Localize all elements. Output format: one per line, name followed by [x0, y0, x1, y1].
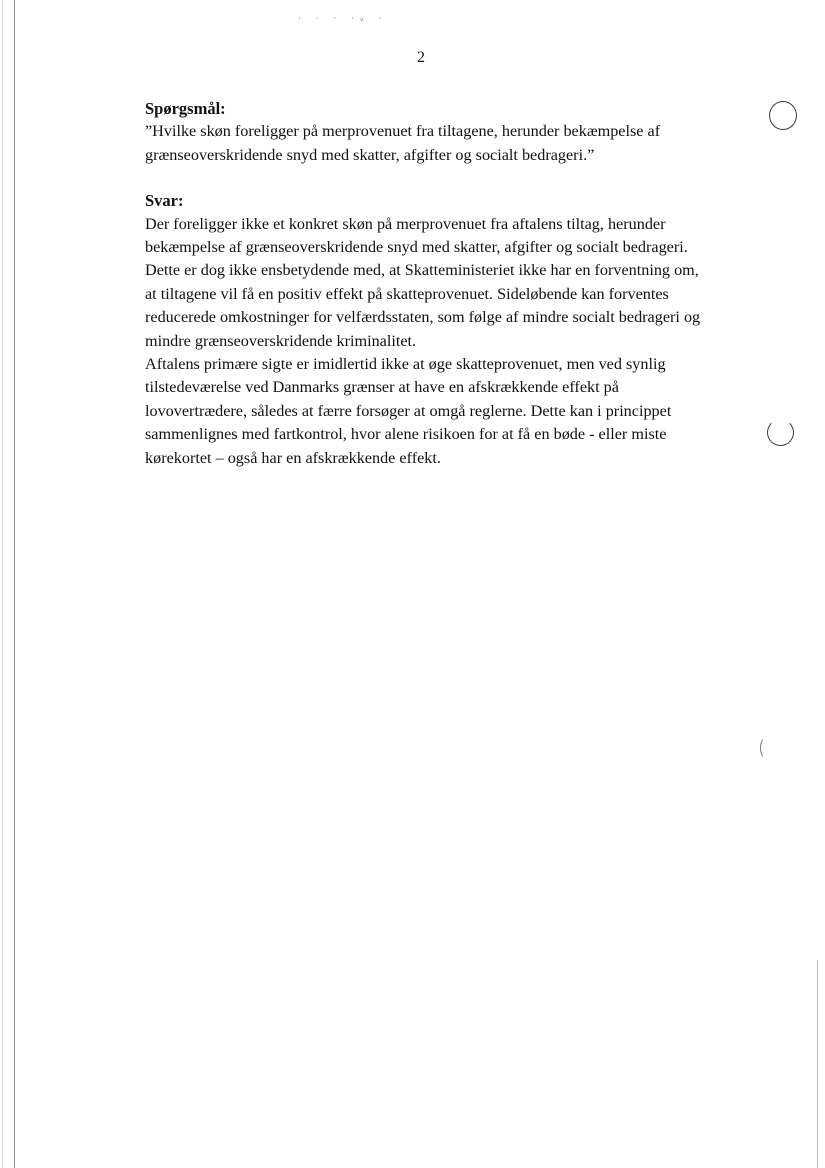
answer-paragraph-1: [145, 213, 725, 353]
punch-hole: [767, 419, 794, 446]
text-line: Aftalens primære sigte er imidlertid ikke at øge skatteprovenuet, men ved synlig: [145, 355, 666, 374]
scan-edge-line: [817, 960, 818, 1168]
punch-hole: [760, 737, 772, 759]
answer-paragraph-2: [145, 353, 725, 470]
text-line: ”Hvilke skøn foreligger på merprovenuet fra tiltagene, herunder bekæmpelse af: [145, 122, 661, 141]
scan-edge-line: [2, 0, 3, 1168]
text-line: grænseoverskridende snyd med skatter, afgifter og socialt bedrageri.”: [145, 145, 595, 164]
question-section: [145, 97, 725, 167]
question-text: [145, 120, 725, 167]
text-line: reducerede omkostninger for velfærdsstaten, som følge af mindre socialt bedrageri og: [145, 308, 701, 327]
page-number: 2: [417, 49, 425, 66]
scan-specks: · · · ·ᵥ ·: [298, 14, 388, 24]
text-line: Dette er dog ikke ensbetydende med, at Skatteministeriet ikke har en forventning om,: [145, 261, 699, 280]
punch-hole: [769, 101, 797, 130]
question-heading: Spørgsmål:: [145, 99, 226, 118]
document-body: [145, 97, 725, 470]
text-line: at tiltagene vil få en positiv effekt på skatteprovenuet. Sideløbende kan forventes: [145, 284, 669, 303]
text-line: lovovertrædere, således at færre forsøger at omgå reglerne. Dette kan i princippet: [145, 401, 672, 420]
text-line: kørekortet – også har en afskrækkende effekt.: [145, 448, 441, 467]
text-line: Der foreligger ikke et konkret skøn på merprovenuet fra aftalens tiltag, herunder: [145, 214, 666, 233]
answer-heading: Svar:: [145, 191, 184, 211]
text-line: sammenlignes med fartkontrol, hvor alene risikoen for at få en bøde - eller miste: [145, 425, 667, 444]
text-line: tilstedeværelse ved Danmarks grænser at have en afskrækkende effekt på: [145, 378, 619, 397]
scan-edge-line: [14, 0, 15, 1168]
answer-section: [145, 189, 725, 470]
text-line: mindre grænseoverskridende kriminalitet.: [145, 331, 417, 350]
text-line: bekæmpelse af grænseoverskridende snyd med skatter, afgifter og socialt bedrageri.: [145, 238, 688, 257]
